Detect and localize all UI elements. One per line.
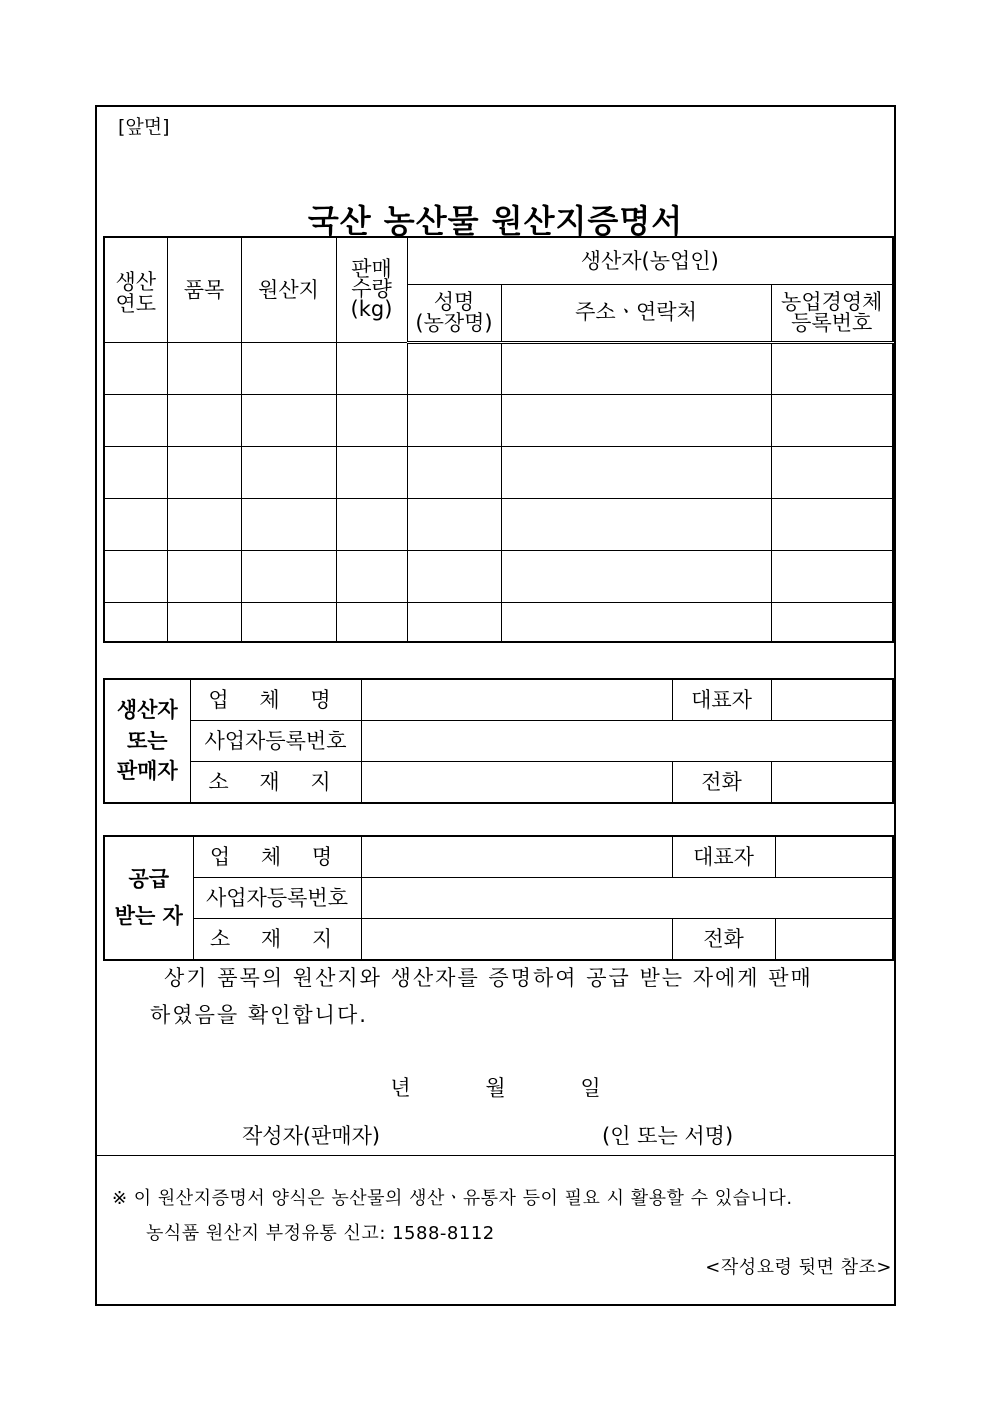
table-cell[interactable] [104,342,167,394]
header-item: 품목 [167,237,241,342]
buyer-company-label: 업 체 명 [193,836,361,878]
table-cell[interactable] [104,602,167,642]
instructions-reference: <작성요령 뒷면 참조> [705,1257,892,1278]
table-cell[interactable] [501,498,771,550]
table-cell[interactable] [167,498,241,550]
table-cell[interactable] [407,498,501,550]
table-cell[interactable] [336,602,407,642]
table-cell[interactable] [771,498,893,550]
table-cell[interactable] [241,602,336,642]
header-production-year: 생산 연도 [104,237,167,342]
header-address-contact: 주소ㆍ연락처 [501,284,771,342]
seller-phone-label: 전화 [672,762,771,804]
table-cell[interactable] [336,550,407,602]
buyer-business-number-label: 사업자등록번호 [193,878,361,919]
document-title: 국산 농산물 원산지증명서 [307,202,684,240]
seller-section [103,678,894,804]
buyer-business-number-field[interactable] [361,878,893,919]
table-cell[interactable] [167,602,241,642]
table-row [104,602,893,642]
writer-label: 작성자(판매자) [242,1124,381,1148]
table-cell[interactable] [407,342,501,394]
table-cell[interactable] [104,394,167,446]
usage-note: ※ 이 원산지증명서 양식은 농산물의 생산ㆍ유통자 등이 필요 시 활용할 수 있습니다. [112,1188,793,1209]
seller-section-label: 생산자 또는 판매자 [104,679,190,803]
seller-business-number-field[interactable] [361,721,893,762]
table-cell[interactable] [336,446,407,498]
table-cell[interactable] [407,550,501,602]
table-cell[interactable] [407,602,501,642]
table-cell[interactable] [336,498,407,550]
buyer-section [103,835,894,961]
table-cell[interactable] [501,342,771,394]
table-row [104,498,893,550]
table-cell[interactable] [241,342,336,394]
seller-phone-field[interactable] [771,762,893,804]
table-cell[interactable] [104,446,167,498]
table-row [104,394,893,446]
date-day: 일 [580,1076,601,1100]
seller-location-field[interactable] [361,762,672,804]
seller-company-label: 업 체 명 [190,679,361,721]
table-cell[interactable] [167,446,241,498]
header-origin: 원산지 [241,237,336,342]
date-line [95,1072,896,1102]
front-side-label: [앞면] [118,116,170,138]
seller-business-number-label: 사업자등록번호 [190,721,361,762]
buyer-location-label: 소 재 지 [193,919,361,961]
table-cell[interactable] [167,394,241,446]
table-cell[interactable] [241,446,336,498]
header-registration-number: 농업경영체 등록번호 [771,284,893,342]
buyer-section-label: 공급 받는 자 [104,836,193,960]
table-cell[interactable] [501,394,771,446]
table-row [104,550,893,602]
product-table [103,236,894,643]
seller-location-label: 소 재 지 [190,762,361,804]
header-producer-group: 생산자(농업인) [407,237,893,284]
buyer-representative-field[interactable] [775,836,893,878]
table-cell[interactable] [241,550,336,602]
seller-representative-field[interactable] [771,679,893,721]
table-cell[interactable] [501,550,771,602]
seller-representative-label: 대표자 [672,679,771,721]
report-hotline-note: 농식품 원산지 부정유통 신고: 1588-8112 [146,1223,495,1244]
table-cell[interactable] [771,602,893,642]
table-cell[interactable] [501,446,771,498]
signature-label: (인 또는 서명) [602,1124,734,1148]
table-cell[interactable] [771,550,893,602]
table-cell[interactable] [771,342,893,394]
table-row [104,342,893,394]
buyer-company-field[interactable] [361,836,672,878]
table-cell[interactable] [104,550,167,602]
table-cell[interactable] [336,394,407,446]
table-cell[interactable] [407,446,501,498]
table-cell[interactable] [771,394,893,446]
buyer-phone-field[interactable] [775,919,893,961]
header-name: 성명 (농장명) [407,284,501,342]
table-cell[interactable] [241,498,336,550]
date-month: 월 [485,1076,506,1100]
buyer-phone-label: 전화 [672,919,775,961]
table-cell[interactable] [501,602,771,642]
certification-statement: 상기 품목의 원산지와 생산자를 증명하여 공급 받는 자에게 판매 하였음을 확인합니다. [150,966,813,1027]
table-row [104,446,893,498]
header-quantity: 판매 수량 (kg) [336,237,407,342]
table-cell[interactable] [104,498,167,550]
table-cell[interactable] [167,342,241,394]
buyer-location-field[interactable] [361,919,672,961]
footer-divider [95,1155,896,1156]
table-cell[interactable] [241,394,336,446]
table-cell[interactable] [336,342,407,394]
date-year: 년 [390,1076,411,1100]
table-cell[interactable] [167,550,241,602]
table-cell[interactable] [407,394,501,446]
seller-company-field[interactable] [361,679,672,721]
buyer-representative-label: 대표자 [672,836,775,878]
table-cell[interactable] [771,446,893,498]
